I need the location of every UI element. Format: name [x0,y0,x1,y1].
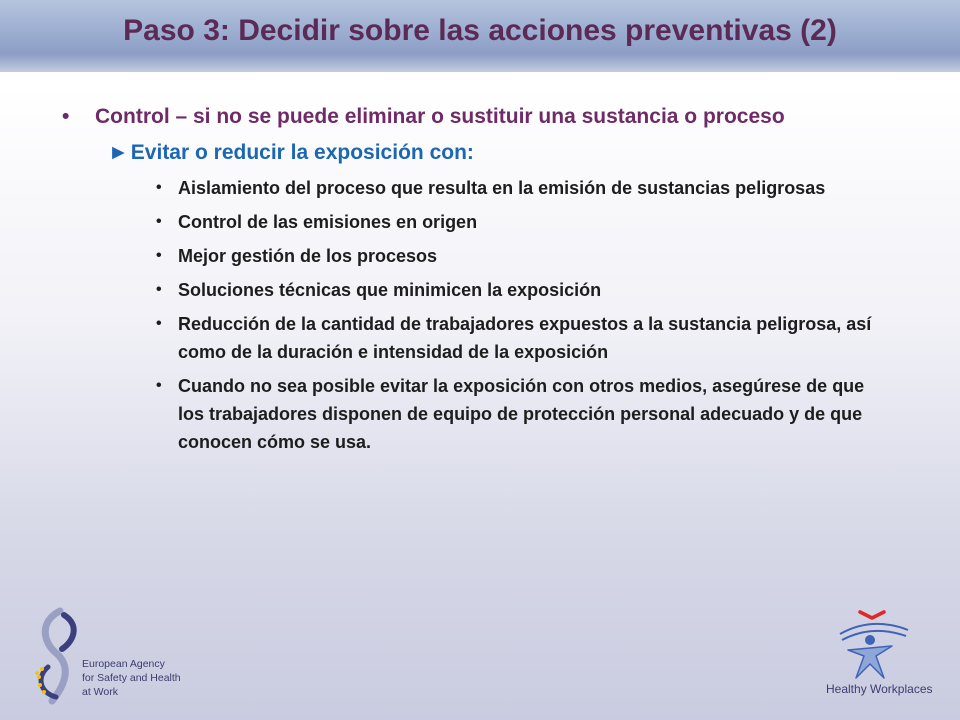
list-item-text: Mejor gestión de los procesos [178,246,438,266]
healthy-workplaces-text: Healthy Workplaces [826,682,933,696]
slide-content [62,102,908,462]
main-bullet [62,102,908,132]
sub-heading-text: Evitar o reducir la exposición con: [130,141,474,164]
list-item [156,174,878,202]
list-item [156,276,878,304]
agency-name-line: European Agency [82,658,165,670]
agency-emblem-icon [30,607,90,707]
bullet-icon: • [156,247,162,264]
agency-name-line: for Safety and Health [82,672,181,684]
bullet-icon: • [62,105,70,128]
list-item-text: Reducción de la cantidad de trabajadores expuestos a la sustancia peligrosa, así como de la duración e intensidad de la exposición [178,314,872,362]
list-item-text: Control de las emisiones en origen [178,212,478,232]
bullet-icon: • [156,179,162,196]
main-bullet-text: Control – si no se puede eliminar o sustituir una sustancia o proceso [95,105,785,128]
bullet-icon: • [156,315,162,332]
list-item [156,242,878,270]
agency-logo [30,607,190,707]
list-item-text: Aislamiento del proceso que resulta en la emisión de sustancias peligrosas [178,178,826,198]
list-item [156,372,878,456]
agency-name [82,657,181,699]
sub-heading [108,138,908,168]
list-item [156,310,878,366]
agency-name-line: at Work [82,686,118,698]
healthy-workplaces-figure-icon [818,606,936,682]
list-item-text: Cuando no sea posible evitar la exposición con otros medios, asegúrese de que los trabajadores disponen de equipo de protección personal adecuado y de que conocen cómo se usa. [178,376,865,452]
list-item-text: Soluciones técnicas que minimicen la exposición [178,280,602,300]
bullet-icon: • [156,281,162,298]
measures-list [62,174,908,456]
healthy-workplaces-logo [818,606,936,706]
list-item [156,208,878,236]
bullet-icon: • [156,377,162,394]
bullet-icon: • [156,213,162,230]
arrow-right-icon: ► [108,141,129,164]
slide-title: Paso 3: Decidir sobre las acciones preventivas (2) [123,14,837,47]
